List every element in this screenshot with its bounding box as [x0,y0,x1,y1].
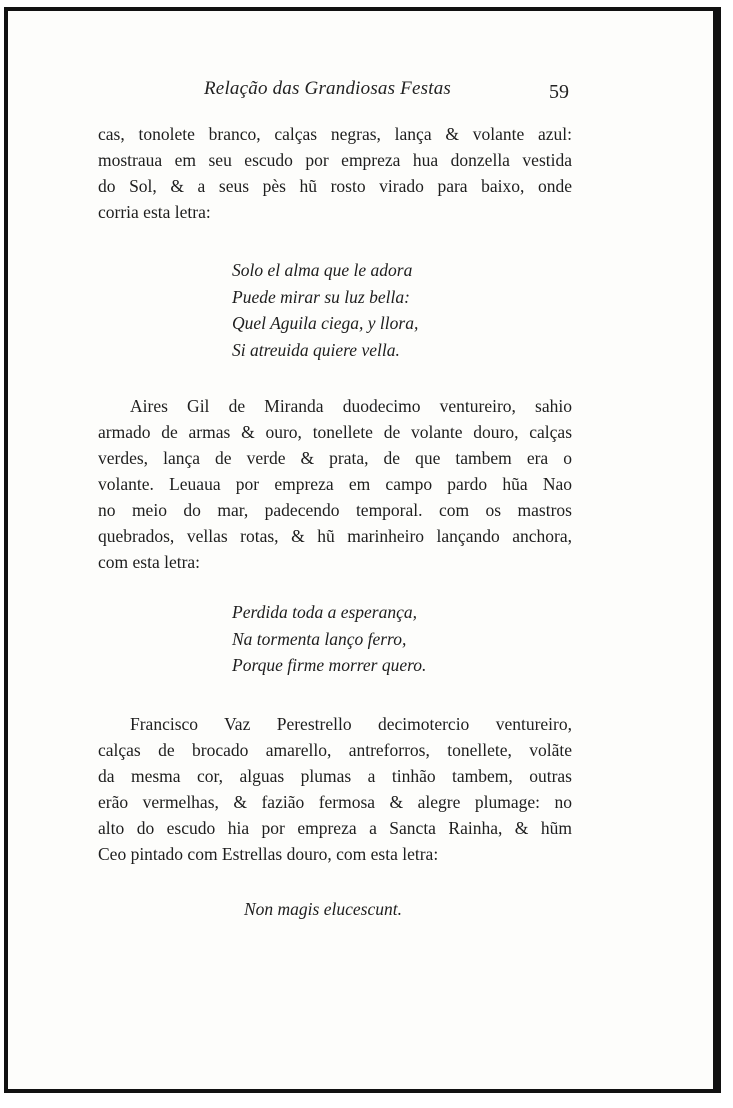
motto: Non magis elucescunt. [244,899,402,919]
verse-line: Perdida toda a esperança, [232,602,418,622]
text-line: no meio do mar, padecendo temporal. com os mastros [98,500,572,520]
paragraph-1 [98,121,572,225]
text-line: Aires Gil de Miranda duodecimo ventureiro, sahio [130,396,572,416]
text-line: calças de brocado amarello, antreforros, tonellete, volãte [98,740,572,760]
text-line: da mesma cor, alguas plumas a tinhão tambem, outras [98,766,572,786]
text-line: quebrados, vellas rotas, & hũ marinheiro lançando anchora, [98,526,572,546]
text-line: mostraua em seu escudo por empreza hua donzella vestida [98,150,572,170]
paragraph-3 [98,711,572,867]
verse-line: Na tormenta lanço ferro, [232,628,407,649]
verse-line: Si atreuida quiere vella. [232,339,400,360]
text-line: corria esta letra: [98,202,211,222]
verse-line: Porque firme morrer quero. [232,655,427,675]
running-title: Relação das Grandiosas Festas [204,78,451,99]
paragraph-2 [98,393,572,575]
text-line: do Sol, & a seus pès hũ rosto virado para baixo, onde [98,176,572,196]
text-line: verdes, lança de verde & prata, de que tambem era o [98,448,572,468]
verse-line: Puede mirar su luz bella: [232,286,410,307]
text-line: Francisco Vaz Perestrello decimotercio ventureiro, [130,714,572,734]
text-line: Ceo pintado com Estrellas douro, com esta letra: [98,844,439,864]
text-line: volante. Leuaua por empreza em campo pardo hũa Nao [98,474,572,494]
text-line: erão vermelhas, & fazião fermosa & alegre plumage: no [98,792,572,812]
text-line: com esta letra: [98,552,201,572]
text-line: alto do escudo hia por empreza a Sancta Rainha, & hũm [98,818,572,838]
text-line: cas, tonolete branco, calças negras, lança & volante azul: [98,124,572,144]
verse-2 [232,599,426,679]
text-line: armado de armas & ouro, tonellete de volante douro, calças [98,422,572,442]
verse-line: Quel Aguila ciega, y llora, [232,313,419,333]
verse-1 [232,257,418,363]
verse-line: Solo el alma que le adora [232,260,413,280]
page-number: 59 [549,81,569,103]
